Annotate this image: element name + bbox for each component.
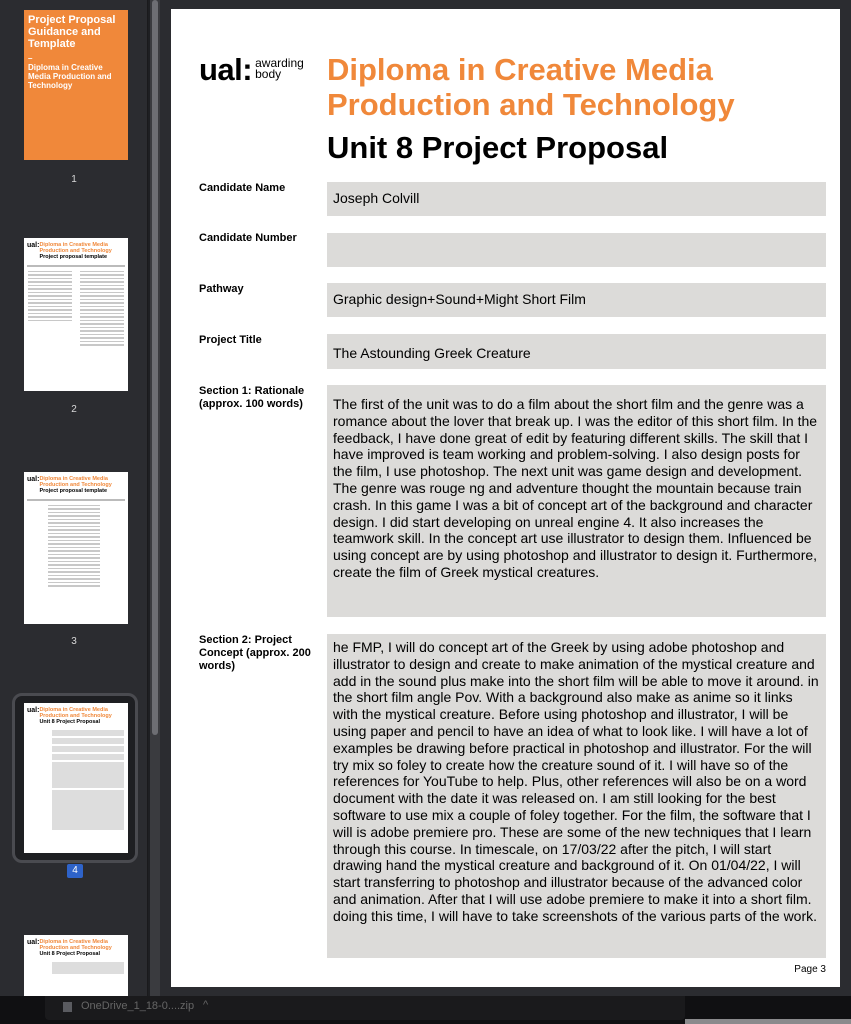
thumbnail-page-5[interactable] [24, 935, 128, 996]
thumbnail-page-2[interactable] [24, 238, 128, 391]
document-title: Diploma in Creative Media Production and Technology [327, 52, 735, 122]
thumbnail-2-logo: ual: [27, 242, 40, 249]
thumbnail-3-subtitle: Project proposal template [39, 488, 107, 494]
chevron-up-icon[interactable]: ^ [203, 999, 209, 1011]
thumbnail-5-subtitle: Unit 8 Project Proposal [39, 951, 100, 957]
thumbnail-3-number: 3 [71, 636, 77, 647]
candidate-number-field[interactable] [327, 233, 826, 267]
document-page [171, 9, 840, 987]
thumbnail-1-title: Project Proposal Guidance and Template [28, 14, 116, 50]
section2-concept-field[interactable]: he FMP, I will do concept art of the Greek by using adobe photoshop and illustrator to design and create to make animation of the mystical creature and add in the sound plus make into the short film will be able to move it around. in the short film angle Pov. With a background also make as anime so it links with the mystical creature. Before using photoshop and illustrator, I will be using paper and pencil to have an idea of what to look like. I will have a lot of examples be drawing before practical in photoshop and illustrator. For the will try mix so foley to create how the creature sound of it. I will have so of the references for YouTube to help. Plus, other references will also be on a word document with the date it was released on. I am still looking for the best software to use mix a couple of foley together. For the film, the software that I will is adobe premiere pro. These are some of the new techniques that I learn through this course. In timescale, on 17/03/22 after the pitch, I will start drawing hand the mystical creature and background of it. On 01/04/22, I will start transferring to photoshop and illustrator because of the advanced color and animation. After that I will use adobe premiere to make it into a short film. doing this time, I will have to take screenshots of the various parts of the work. [327, 634, 826, 958]
section2-label: Section 2: Project Concept (approx. 200 words) [199, 634, 311, 672]
thumbnail-5-title: Diploma in Creative Media Production and Technology [39, 939, 112, 951]
ual-logo [199, 52, 304, 87]
candidate-name-field[interactable]: Joseph Colvill [327, 182, 826, 216]
thumbnail-3-title: Diploma in Creative Media Production and Technology [39, 476, 112, 488]
thumbnail-4-subtitle: Unit 8 Project Proposal [39, 719, 100, 725]
thumbnail-1-dash: – [28, 54, 33, 63]
section1-label: Section 1: Rationale (approx. 100 words) [199, 385, 305, 410]
thumbnail-1-number: 1 [71, 174, 77, 185]
project-title-label: Project Title [199, 334, 262, 346]
file-icon [63, 1002, 72, 1012]
sidebar-scrollbar[interactable] [150, 0, 160, 996]
thumbnail-2-number: 2 [71, 404, 77, 415]
pathway-label: Pathway [199, 283, 244, 295]
thumbnail-page-3[interactable] [24, 472, 128, 624]
project-title-field[interactable]: The Astounding Greek Creature [327, 334, 826, 369]
candidate-name-label: Candidate Name [199, 182, 286, 194]
thumbnail-page-1[interactable] [24, 10, 128, 160]
sidebar-scrollbar-thumb[interactable] [152, 0, 158, 735]
pathway-field[interactable]: Graphic design+Sound+Might Short Film [327, 283, 826, 317]
thumbnail-page-4[interactable] [24, 703, 128, 853]
ual-logo-mark: ual: [199, 52, 253, 87]
download-filename: OneDrive_1_18-0....zip [81, 1000, 195, 1012]
download-item[interactable] [45, 996, 685, 1020]
thumbnail-4-title: Diploma in Creative Media Production and Technology [39, 707, 112, 719]
ual-logo-awarding: awarding [255, 56, 304, 70]
page-number: Page 3 [794, 964, 826, 975]
section1-rationale-field[interactable]: The first of the unit was to do a film about the short film and the genre was a romance about the lover that break up. I was the editor of this short film. In the feedback, I have done great of edit by featuring different skills. The skill that I have improved is team working and problem-solving. I also design posts for the film, I use photoshop. The next unit was game design and development. The genre was rouge ng and adventure thought the mountain because train crash. In this game I was a bit of concept art of the background and character design. I did start developing on unreal engine 4. It also increases the teamwork skill. In the concept art use illustrator to design them. Influenced be using concept are by using photoshop and illustrator to design it. Furthermore, create the film of Greek mystical creatures. [327, 385, 826, 617]
thumbnail-5-logo: ual: [27, 939, 40, 946]
thumbnail-1-subtitle: Diploma in Creative Media Production and Technology [28, 63, 112, 90]
thumbnail-sidebar [0, 0, 148, 996]
thumbnail-4-logo: ual: [27, 707, 40, 714]
ual-logo-body: body [255, 67, 282, 81]
candidate-number-label: Candidate Number [199, 232, 297, 244]
document-subtitle: Unit 8 Project Proposal [327, 130, 669, 165]
thumbnail-4-number: 4 [67, 864, 83, 878]
thumbnail-3-logo: ual: [27, 476, 40, 483]
thumbnail-2-title: Diploma in Creative Media Production and Technology [39, 242, 112, 254]
thumbnail-2-subtitle: Project proposal template [39, 254, 107, 260]
show-all-bar[interactable] [685, 1019, 851, 1024]
